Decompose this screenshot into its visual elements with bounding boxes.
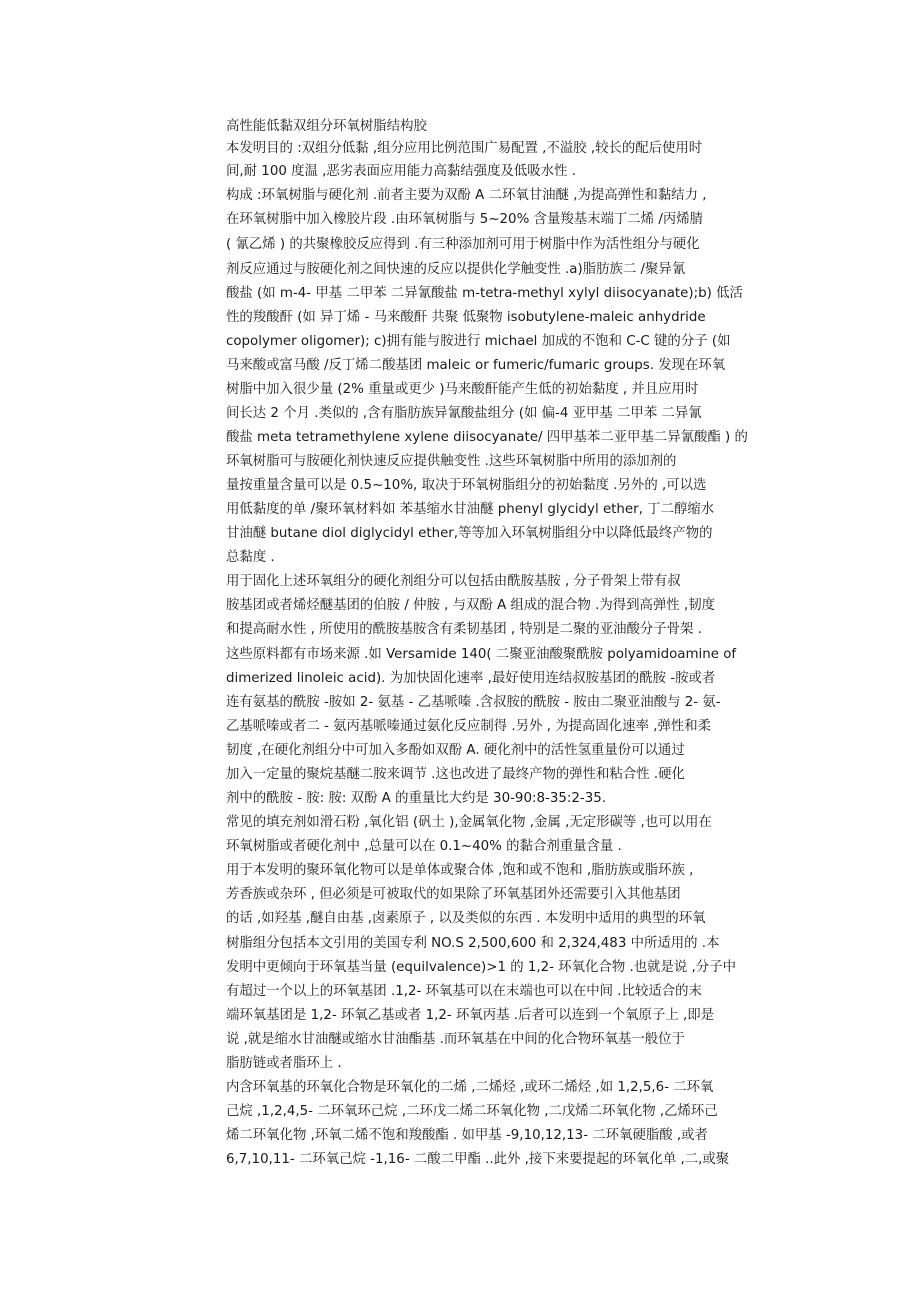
text-line: 在环氧树脂中加入橡胶片段 .由环氧树脂与 5~20% 含量羧基末端丁二烯 /丙烯腈 xyxy=(226,212,704,227)
text-line: 树脂组分包括本文引用的美国专利 NO.S 2,500,600 和 2,324,483 中所适用的 .本 xyxy=(226,936,720,951)
text-line: 常见的填充剂如滑石粉 ,氧化铝 (矾土 ),金属氧化物 ,金属 ,无定形碳等 ,也可以用在 xyxy=(226,815,712,830)
text-line: 总黏度 . xyxy=(226,550,275,565)
text-line: 环氧树脂可与胺硬化剂快速反应提供触变性 .这些环氧树脂中所用的添加剂的 xyxy=(226,454,677,469)
text-line: 发明中更倾向于环氧基当量 (equilvalence)>1 的 1,2- 环氧化合物 .也就是说 ,分子中 xyxy=(226,960,736,975)
text-line: 用于本发明的聚环氧化物可以是单体或聚合体 ,饱和或不饱和 ,脂肪族或脂环族 , xyxy=(226,863,694,878)
document-title: 高性能低黏双组分环氧树脂结构胶 xyxy=(226,119,427,134)
text-line: 脂肪链或者脂环上 . xyxy=(226,1056,342,1071)
text-line: 连有氨基的酰胺 -胺如 2- 氨基 - 乙基哌嗪 .含叔胺的酰胺 - 胺由二聚亚油酸与 2- 氨- xyxy=(226,695,721,710)
text-line: 用低黏度的单 /聚环氧材料如 苯基缩水甘油醚 phenyl glycidyl ether, 丁二醇缩水 xyxy=(226,502,715,517)
text-line: 加入一定量的聚烷基醚二胺来调节 .这也改进了最终产物的弹性和粘合性 .硬化 xyxy=(226,767,685,782)
text-line: 说 ,就是缩水甘油醚或缩水甘油酯基 .而环氧基在中间的化合物环氧基一般位于 xyxy=(226,1032,685,1047)
text-line: 这些原料都有市场来源 .如 Versamide 140( 二聚亚油酸聚酰胺 polyamidoamine of xyxy=(226,647,737,662)
text-line: 有超过一个以上的环氧基团 .1,2- 环氧基可以在末端也可以在中间 .比较适合的末 xyxy=(226,984,702,999)
text-line: 性的羧酸酐 (如 异丁烯 - 马来酸酐 共聚 低聚物 isobutylene-maleic anhydride xyxy=(226,310,706,325)
text-line: 己烷 ,1,2,4,5- 二环氧环己烷 ,二环戊二烯二环氧化物 ,二戊烯二环氧化物 ,乙烯环己 xyxy=(226,1104,718,1119)
text-line: 树脂中加入很少量 (2% 重量或更少 )马来酸酐能产生低的初始黏度 , 并且应用时 xyxy=(226,382,699,397)
text-line: 甘油醚 butane diol diglycidyl ether,等等加入环氧树脂组分中以降低最终产物的 xyxy=(226,526,713,541)
text-line: 本发明目的 :双组分低黏 ,组分应用比例范围广易配置 ,不溢胶 ,较长的配后使用时 xyxy=(226,141,703,156)
text-line: 剂中的酰胺 - 胺: 胺: 双酚 A 的重量比大约是 30-90:8-35:2-35. xyxy=(226,791,607,806)
text-line: 韧度 ,在硬化剂组分中可加入多酚如双酚 A. 硬化剂中的活性氢重量份可以通过 xyxy=(226,743,685,758)
text-line: 胺基团或者烯烃醚基团的伯胺 / 仲胺 , 与双酚 A 组成的混合物 .为得到高弹性 ,韧度 xyxy=(226,598,715,613)
text-line: 剂反应通过与胺硬化剂之间快速的反应以提供化学触变性 .a)脂肪族二 /聚异氰 xyxy=(226,262,686,277)
text-line: 端环氧基团是 1,2- 环氧乙基或者 1,2- 环氧丙基 .后者可以连到一个氧原子上 ,即是 xyxy=(226,1008,715,1023)
text-line: 和提高耐水性 , 所使用的酰胺基胺含有柔韧基团 , 特别是二聚的亚油酸分子骨架 . xyxy=(226,622,702,637)
text-line: 内含环氧基的环氧化合物是环氧化的二烯 ,二烯烃 ,或环二烯烃 ,如 1,2,5,6- 二环氧 xyxy=(226,1080,714,1095)
text-line: 马来酸或富马酸 /反丁烯二酸基团 maleic or fumeric/fumaric groups. 发现在环氧 xyxy=(226,358,726,373)
text-line: ( 氰乙烯 ) 的共聚橡胶反应得到 .有三种添加剂可用于树脂中作为活性组分与硬化 xyxy=(226,237,700,252)
text-line: 间,耐 100 度温 ,恶劣表面应用能力高黏结强度及低吸水性 . xyxy=(226,164,576,179)
text-line: 酸盐 (如 m-4- 甲基 二甲苯 二异氰酸盐 m-tetra-methyl xylyl diisocyanate);b) 低活 xyxy=(226,286,743,301)
text-line: 间长达 2 个月 .类似的 ,含有脂肪族异氰酸盐组分 (如 偏-4 亚甲基 二甲苯 二异氰 xyxy=(226,406,702,421)
text-line: 量按重量含量可以是 0.5~10%, 取决于环氧树脂组分的初始黏度 .另外的 ,可以选 xyxy=(226,478,707,493)
text-line: 芳香族或杂环 , 但必须是可被取代的如果除了环氧基团外还需要引入其他基团 xyxy=(226,887,681,902)
text-line: 6,7,10,11- 二环氧己烷 -1,16- 二酸二甲酯 ..此外 ,接下来要提起的环氧化单 ,二,或聚 xyxy=(226,1152,730,1167)
text-line: 用于固化上述环氧组分的硬化剂组分可以包括由酰胺基胺 , 分子骨架上带有叔 xyxy=(226,574,681,589)
text-line: 乙基哌嗪或者二 - 氨丙基哌嗪通过氨化反应制得 .另外 , 为提高固化速率 ,弹性和柔 xyxy=(226,719,712,734)
text-line: 的话 ,如羟基 ,醚自由基 ,卤素原子 , 以及类似的东西 . 本发明中适用的典型的环氧 xyxy=(226,911,706,926)
text-line: 酸盐 meta tetramethylene xylene diisocyanate/ 四甲基苯二亚甲基二异氰酸酯 ) 的 xyxy=(226,430,748,445)
text-line: 环氧树脂或者硬化剂中 ,总量可以在 0.1~40% 的黏合剂重量含量 . xyxy=(226,839,622,854)
text-line: dimerized linoleic acid). 为加快固化速率 ,最好使用连结叔胺基团的酰胺 -胺或者 xyxy=(226,671,716,686)
text-line: copolymer oligomer); c)拥有能与胺进行 michael 加成的不饱和 C-C 键的分子 (如 xyxy=(226,334,731,349)
text-line: 烯二环氧化物 ,环氧二烯不饱和羧酸酯 . 如甲基 -9,10,12,13- 二环氧硬脂酸 ,或者 xyxy=(226,1128,708,1143)
text-line: 构成 :环氧树脂与硬化剂 .前者主要为双酚 A 二环氧甘油醚 ,为提高弹性和黏结力 , xyxy=(226,188,707,203)
